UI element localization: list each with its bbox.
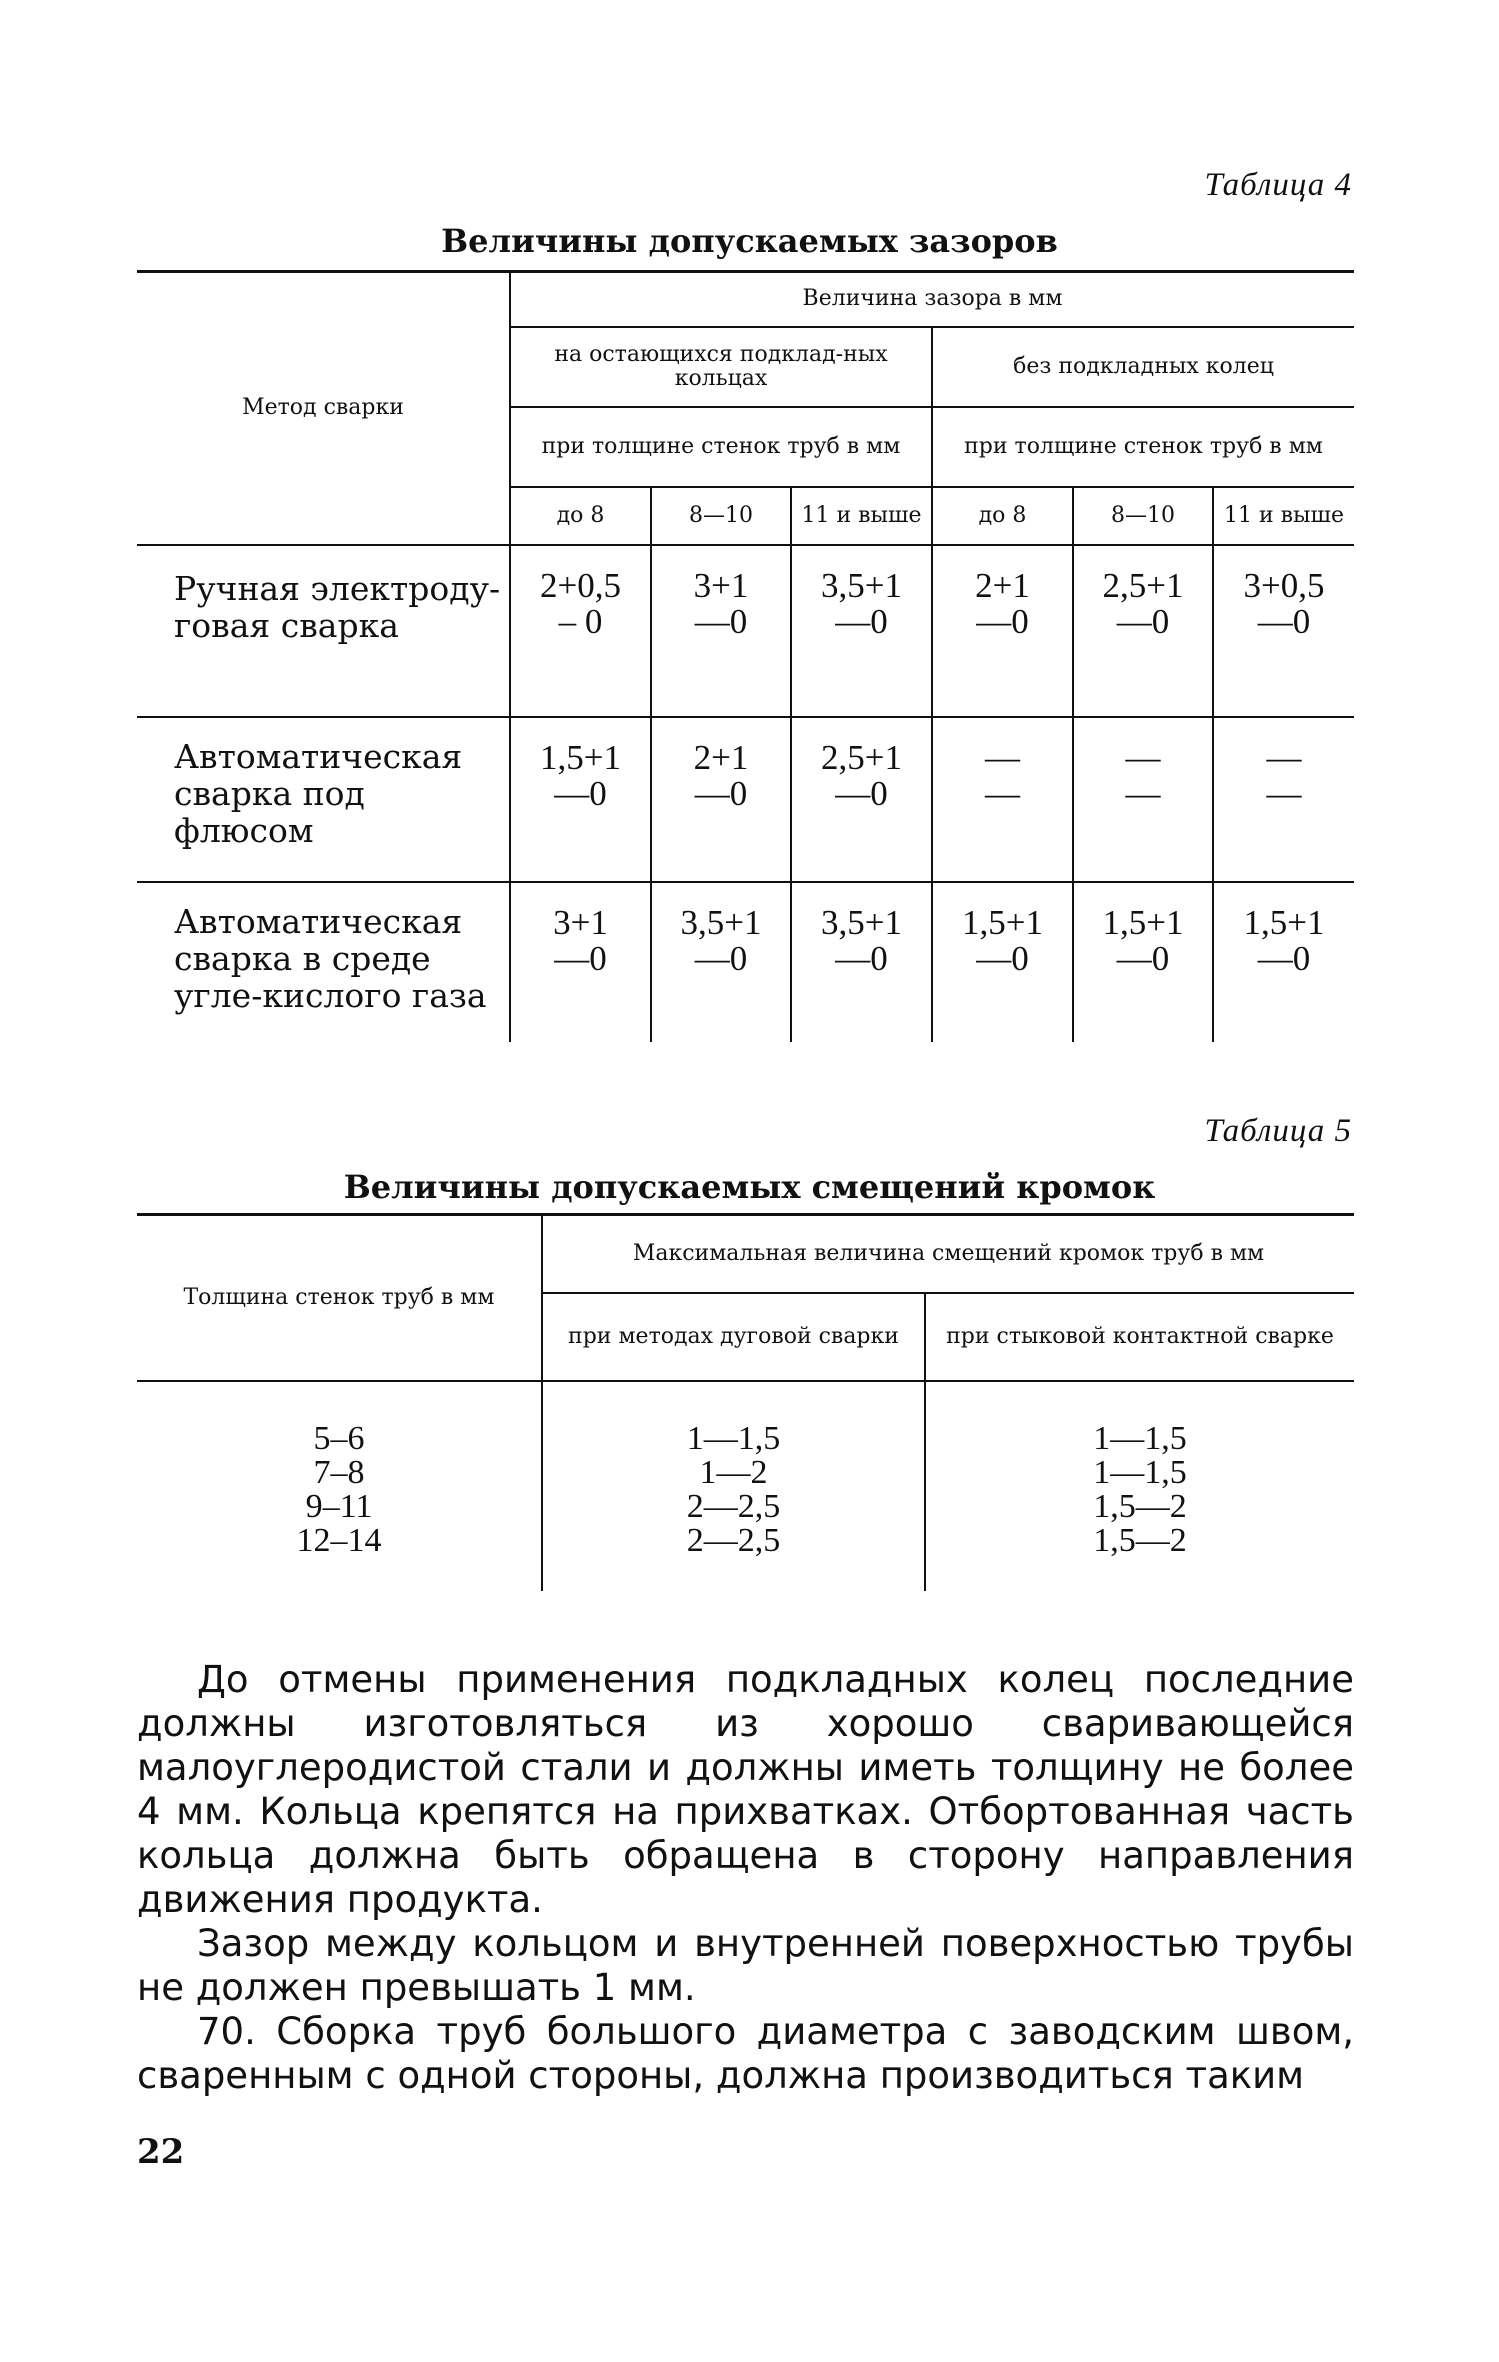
- table4-cell: 2,5+1 —0: [1073, 545, 1213, 717]
- table4-cell: 2,5+1 —0: [791, 717, 932, 882]
- table4-cell: 3,5+1 —0: [791, 882, 932, 1042]
- table-row: [137, 882, 1354, 1042]
- table4-cell: 3+0,5 —0: [1213, 545, 1354, 717]
- page-number: 22: [137, 2132, 185, 2172]
- table4-cell: 3+1 —0: [651, 545, 791, 717]
- table4-group-with-rings: на остающихся подклад-ных кольцах: [510, 327, 932, 407]
- table4-col-header: 11 и выше: [1213, 487, 1354, 545]
- table4-thickness-header-2: при толщине стенок труб в мм: [932, 407, 1354, 487]
- table4-col-header: 11 и выше: [791, 487, 932, 545]
- table4-cell: 1,5+1 —0: [1073, 882, 1213, 1042]
- table5-thickness-header: Толщина стенок труб в мм: [137, 1215, 542, 1381]
- table4-title: Величины допускаемых зазоров: [441, 222, 1058, 260]
- table4-col-header: до 8: [510, 487, 651, 545]
- table4-cell: 1,5+1 —0: [932, 882, 1073, 1042]
- table4-cell: 3,5+1 —0: [791, 545, 932, 717]
- table5: [137, 1213, 1354, 1591]
- table4-cell: 1,5+1 —0: [1213, 882, 1354, 1042]
- table4-gap-header: Величина зазора в мм: [510, 272, 1354, 327]
- table5-max-header: Максимальная величина смещений кромок труб в мм: [542, 1215, 1354, 1293]
- table4-col-header: до 8: [932, 487, 1073, 545]
- table4-cell: 3+1 —0: [510, 882, 651, 1042]
- table4-group-without-rings: без подкладных колец: [932, 327, 1354, 407]
- table5-thickness-values: 5–6 7–8 9–11 12–14: [296, 1419, 382, 1559]
- table5-arc-values: 1—1,5 1—2 2—2,5 2—2,5: [542, 1381, 925, 1591]
- paragraph-2: Зазор между кольцом и внутренней поверхностью трубы не должен превышать 1 мм.: [137, 1922, 1354, 2009]
- table4-col-header: 8—10: [651, 487, 791, 545]
- table4-cell: 2+1 —0: [651, 717, 791, 882]
- table-row: [137, 1381, 1354, 1591]
- table4-thickness-header-1: при толщине стенок труб в мм: [510, 407, 932, 487]
- table4-cell: 1,5+1 —0: [510, 717, 651, 882]
- table5-contact-header: при стыковой контактной сварке: [925, 1293, 1354, 1381]
- table4-cell: 3,5+1 —0: [651, 882, 791, 1042]
- table4-col-header: 8—10: [1073, 487, 1213, 545]
- table-row: [137, 545, 1354, 717]
- table4-method: Автоматическая сварка в среде угле-кислого газа: [137, 882, 510, 1042]
- table4-caption: Таблица 4: [1204, 167, 1352, 203]
- table4-cell: — —: [1213, 717, 1354, 882]
- table5-title: Величины допускаемых смещений кромок: [343, 1168, 1156, 1206]
- table4-method-header: Метод сварки: [137, 272, 510, 545]
- body-text: [137, 1658, 1354, 2098]
- table4-method: Ручная электроду-говая сварка: [174, 568, 501, 645]
- table5-caption: Таблица 5: [1204, 1113, 1352, 1149]
- table4-method: Автоматическая сварка под флюсом: [137, 717, 510, 882]
- table4-cell: 2+1 —0: [932, 545, 1073, 717]
- table4: [137, 270, 1354, 1042]
- table4-cell: — —: [1073, 717, 1213, 882]
- paragraph-3: 70. Сборка труб большого диаметра с заводским швом, сваренным с одной стороны, должна производиться таким: [137, 2010, 1354, 2097]
- table4-cell: 2+0,5 – 0: [510, 545, 651, 717]
- table5-contact-values: 1—1,5 1—1,5 1,5—2 1,5—2: [925, 1381, 1354, 1591]
- paragraph-1: До отмены применения подкладных колец последние должны изготовляться из хорошо сваривающейся малоуглеродистой стали и должны иметь толщину не более 4 мм. Кольца крепятся на прихватках. Отбортованная часть кольца должна быть обращена в сторону направления движения продукта.: [137, 1658, 1354, 1921]
- table5-arc-header: при методах дуговой сварки: [542, 1293, 925, 1381]
- table-row: [137, 717, 1354, 882]
- table4-cell: — —: [932, 717, 1073, 882]
